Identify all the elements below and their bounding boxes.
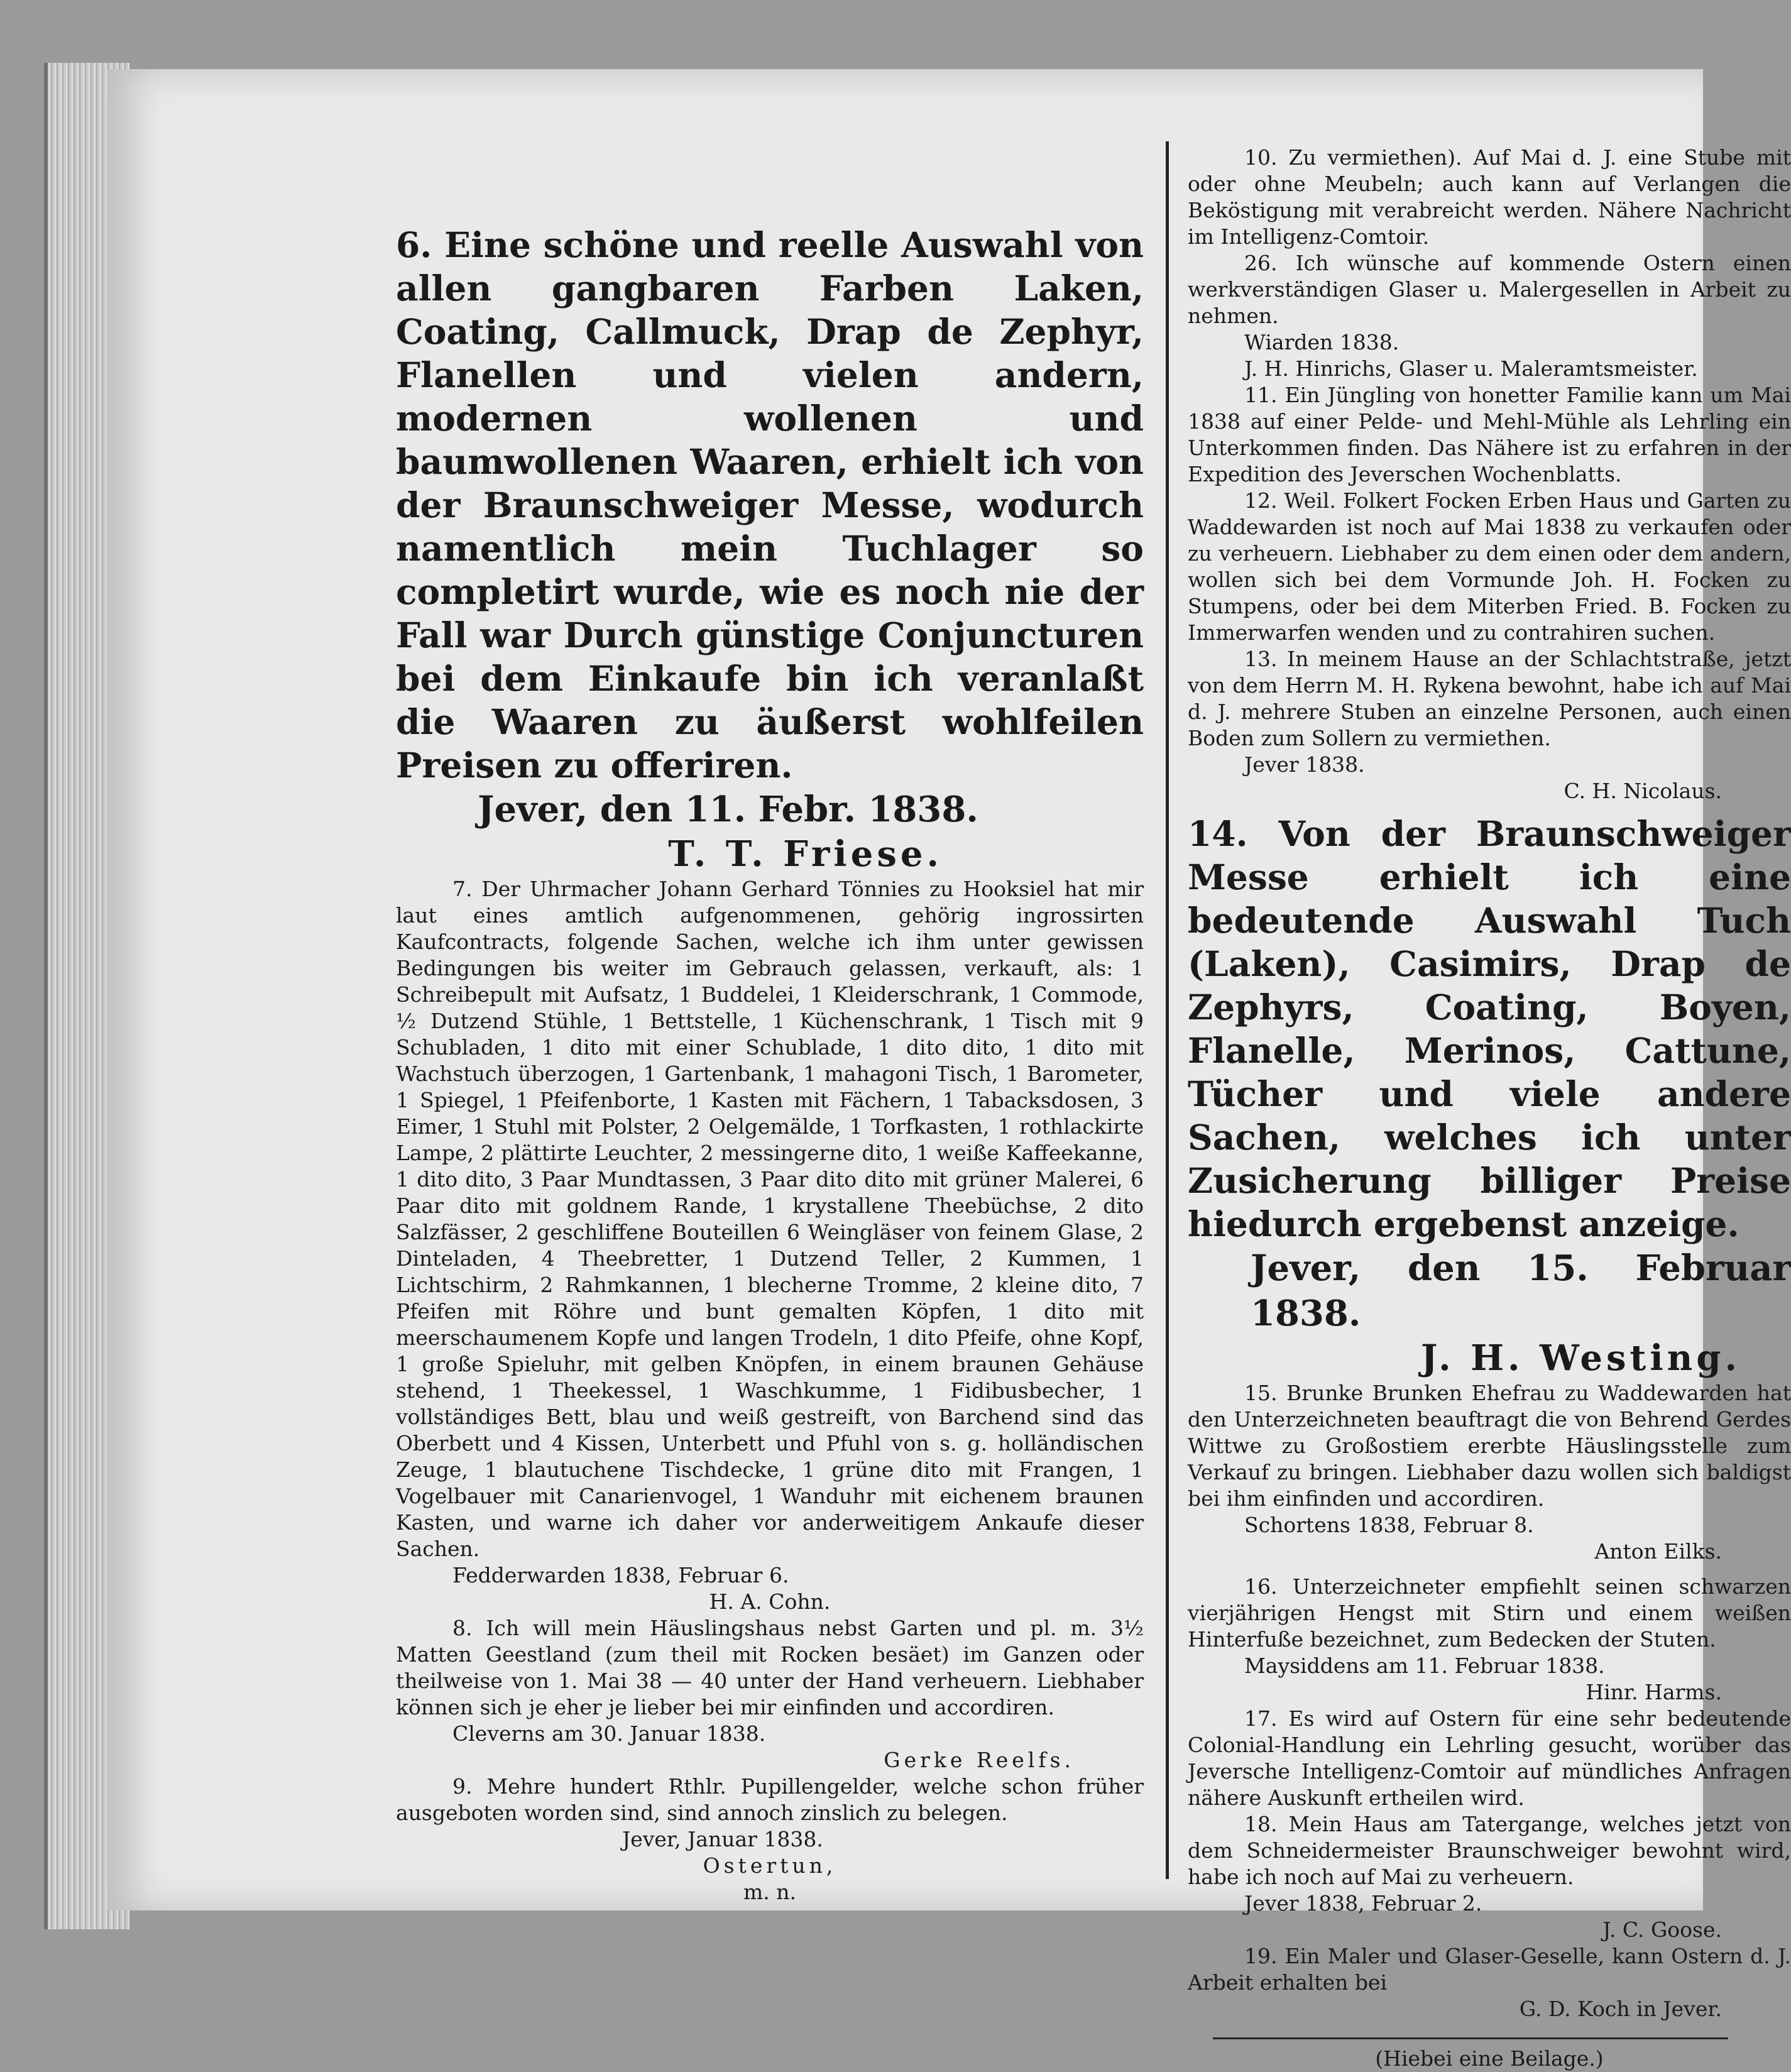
ad-26-date: Wiarden 1838.: [1244, 330, 1399, 354]
newspaper-page: [107, 69, 1791, 2071]
ad-16-date: Maysiddens am 11. Februar 1838.: [1244, 1653, 1605, 1678]
ad-26-signature: J. H. Hinrichs, Glaser u. Maleramtsmeister.: [1244, 356, 1698, 381]
ad-17-text: 17. Es wird auf Ostern für eine sehr bedeutende Colonial-Handlung ein Lehrling gesucht, worüber das Jeversche Intelligenz-Comtoir auf mündliches Anfragen nähere Auskunft ertheilen wird.: [1188, 1706, 1791, 1810]
right-column: [1188, 113, 1791, 2072]
ad-13-text: 13. In meinem Hause an der Schlachtstraße, jetzt von dem Herrn M. H. Rykena bewohnt, habe ich auf Mai d. J. mehrere Stuben an einzelne Personen, auch einen Boden zum Sollern zu vermiethen.: [1188, 647, 1791, 750]
left-column: [396, 113, 1144, 1905]
ad-12-text: 12. Weil. Folkert Focken Erben Haus und Garten zu Waddewarden ist noch auf Mai 1838 zu verkaufen oder zu verheuern. Liebhaber zu dem einen oder dem andern, wollen sich bei dem Vormunde Joh. H. Focken zu Stumpens, oder bei dem Miterben Fried. B. Focken zu Immerwarfen wenden und zu contrahiren suchen.: [1188, 488, 1791, 645]
ad-8-signature: Gerke Reelfs.: [884, 1748, 1075, 1772]
ad-8-date: Cleverns am 30. Januar 1838.: [452, 1721, 766, 1746]
ad-9-text: 9. Mehre hundert Rthlr. Pupillengelder, welche schon früher ausgeboten worden sind, sind annoch zinslich zu belegen.: [396, 1774, 1144, 1825]
ad-19-text: 19. Ein Maler und Glaser-Geselle, kann Ostern d. J. Arbeit erhalten bei: [1188, 1944, 1791, 1995]
ad-7-signature: H. A. Cohn.: [709, 1589, 831, 1614]
ad-16-text: 16. Unterzeichneter empfiehlt seinen schwarzen vierjährigen Hengst mit Stirn und einem weißen Hinterfuße bezeichnet, zum Bedecken der Stuten.: [1188, 1574, 1791, 1652]
ad-18-text: 18. Mein Haus am Tatergange, welches jetzt von dem Schneidermeister Braunschweiger bewohnt wird, habe ich noch auf Mai zu verheuern.: [1188, 1812, 1791, 1889]
ad-16-signature: Hinr. Harms.: [1586, 1680, 1722, 1704]
ad-18-date: Jever 1838, Februar 2.: [1244, 1891, 1482, 1916]
ad-19-signature: G. D. Koch in Jever.: [1519, 1997, 1722, 2021]
ad-9-date: Jever, Januar 1838.: [622, 1827, 823, 1851]
column-divider: [1166, 141, 1169, 1879]
ad-9-signature-2: m. n.: [743, 1880, 796, 1904]
ad-10-text: 10. Zu vermiethen). Auf Mai d. J. eine Stube mit oder ohne Meubeln; auch kann auf Verlangen die Beköstigung mit verabreicht werden. Nähere Nachricht im Intelligenz-Comtoir.: [1188, 145, 1791, 249]
ad-9-signature: Ostertun,: [703, 1853, 837, 1878]
ad-14-text: 14. Von der Braunschweiger Messe erhielt ich eine bedeutende Auswahl Tuch (Laken), Casimirs, Drap de Zephyrs, Coating, Boyen, Flanelle, Merinos, Cattune, Tücher und viele andere Sachen, welches ich unter Zusicherung billiger Preise hiedurch ergebenst anzeige.: [1188, 813, 1791, 1244]
ad-13-signature: C. H. Nicolaus.: [1564, 779, 1722, 803]
ad-6-signature: T. T. Friese.: [668, 833, 943, 875]
ad-26-text: 26. Ich wünsche auf kommende Ostern einen werkverständigen Glaser u. Malergesellen in Arbeit zu nehmen.: [1188, 251, 1791, 328]
ad-11-text: 11. Ein Jüngling von honetter Familie kann um Mai 1838 auf einer Pelde- und Mehl-Mühle als Lehrling ein Unterkommen finden. Das Nähere ist zu erfahren in der Expedition des Jeverschen Wochenblatts.: [1188, 383, 1791, 486]
ad-7-text: 7. Der Uhrmacher Johann Gerhard Tönnies zu Hooksiel hat mir laut eines amtlich aufgenommenen, gehörig ingrossirten Kaufcontracts, folgende Sachen, welche ich ihm unter gewissen Bedingungen bis weiter im Gebrauch gelassen, verkauft, als: 1 Schreibepult mit Aufsatz, 1 Buddelei, 1 Kleiderschrank, 1 Commode, ½ Dutzend Stühle, 1 Bettstelle, 1 Küchenschrank, 1 Tisch mit 9 Schubladen, 1 dito mit einer Schublade, 1 dito dito, 1 dito mit Wachstuch überzogen, 1 Gartenbank, 1 mahagoni Tisch, 1 Barometer, 1 Spiegel, 1 Pfeifenborte, 1 Kasten mit Fächern, 1 Tabacksdosen, 3 Eimer, 1 Stuhl mit Polster, 2 Oelgemälde, 1 Torfkasten, 1 rothlackirte Lampe, 2 plättirte Leuchter, 2 messingerne dito, 1 weiße Kaffeekanne, 1 dito dito, 3 Paar Mundtassen, 3 Paar dito dito mit grüner Malerei, 6 Paar dito mit goldnem Rande, 1 krystallene Theebüchse, 2 dito Salzfässer, 2 geschliffene Bouteillen 6 Weingläser von feinem Glase, 2 Dinteladen, 4 Theebretter, 1 Dutzend Teller, 2 Kummen, 1 Lichtschirm, 2 Rahmkannen, 1 blecherne Tromme, 2 kleine dito, 7 Pfeifen mit Röhre und bunt gemalten Köpfen, 1 dito mit meerschaumenem Kopfe und langen Trodeln, 1 dito Pfeife, ohne Kopf, 1 große Spieluhr, mit gelben Knöpfen, in einem braunen Gehäuse stehend, 1 Theekessel, 1 Waschkumme, 1 Fidibusbecher, 1 vollständiges Bett, blau und weiß gestreift, von Barchend sind das Oberbett und 4 Kissen, Unterbett und Pfuhl von s. g. holländischen Zeuge, 1 blautuchene Tischdecke, 1 grüne dito mit Frangen, 1 Vogelbauer mit Canarienvogel, 1 Wanduhr mit eichenem braunen Kasten, und warne ich daher vor anderweitigem Ankaufe dieser Sachen.: [396, 877, 1144, 1561]
ad-14-date: Jever, den 15. Februar 1838.: [1251, 1247, 1791, 1334]
ad-7-date: Fedderwarden 1838, Februar 6.: [452, 1563, 789, 1587]
ad-13-date: Jever 1838.: [1244, 752, 1365, 777]
ad-15-text: 15. Brunke Brunken Ehefrau zu Waddewarden hat den Unterzeichneten beauftragt die von Behrend Gerdes Wittwe zu Großostiem ererbte Häuslingsstelle zum Verkauf zu bringen. Liebhaber dazu wollen sich baldigst bei ihm einfinden und accordiren.: [1188, 1381, 1791, 1511]
ad-6-date: Jever, den 11. Febr. 1838.: [478, 789, 978, 830]
end-rule: [1213, 2037, 1728, 2039]
ad-8-text: 8. Ich will mein Häuslingshaus nebst Garten und pl. m. 3½ Matten Geestland (zum theil mit Rocken besäet) im Ganzen oder theilweise von 1. Mai 38 — 40 unter der Hand verheuern. Liebhaber können sich je eher je lieber bei mir einfinden und accordiren.: [396, 1616, 1144, 1719]
ad-18-signature: J. C. Goose.: [1602, 1917, 1722, 1942]
supplement-note: (Hiebei eine Beilage.): [1375, 2046, 1604, 2071]
ad-15-signature: Anton Eilks.: [1594, 1539, 1722, 1564]
ad-14-signature: J. H. Westing.: [1420, 1337, 1741, 1379]
ad-15-date: Schortens 1838, Februar 8.: [1244, 1513, 1534, 1537]
ad-6-text: 6. Eine schöne und reelle Auswahl von allen gangbaren Farben Laken, Coating, Callmuck, Drap de Zephyr, Flanellen und vielen andern, modernen wollenen und baumwollenen Waaren, erhielt ich von der Braunschweiger Messe, wodurch namentlich mein Tuchlager so completirt wurde, wie es noch nie der Fall war Durch günstige Conjuncturen bei dem Einkaufe bin ich veranlaßt die Waaren zu äußerst wohlfeilen Preisen zu offeriren.: [396, 224, 1144, 786]
